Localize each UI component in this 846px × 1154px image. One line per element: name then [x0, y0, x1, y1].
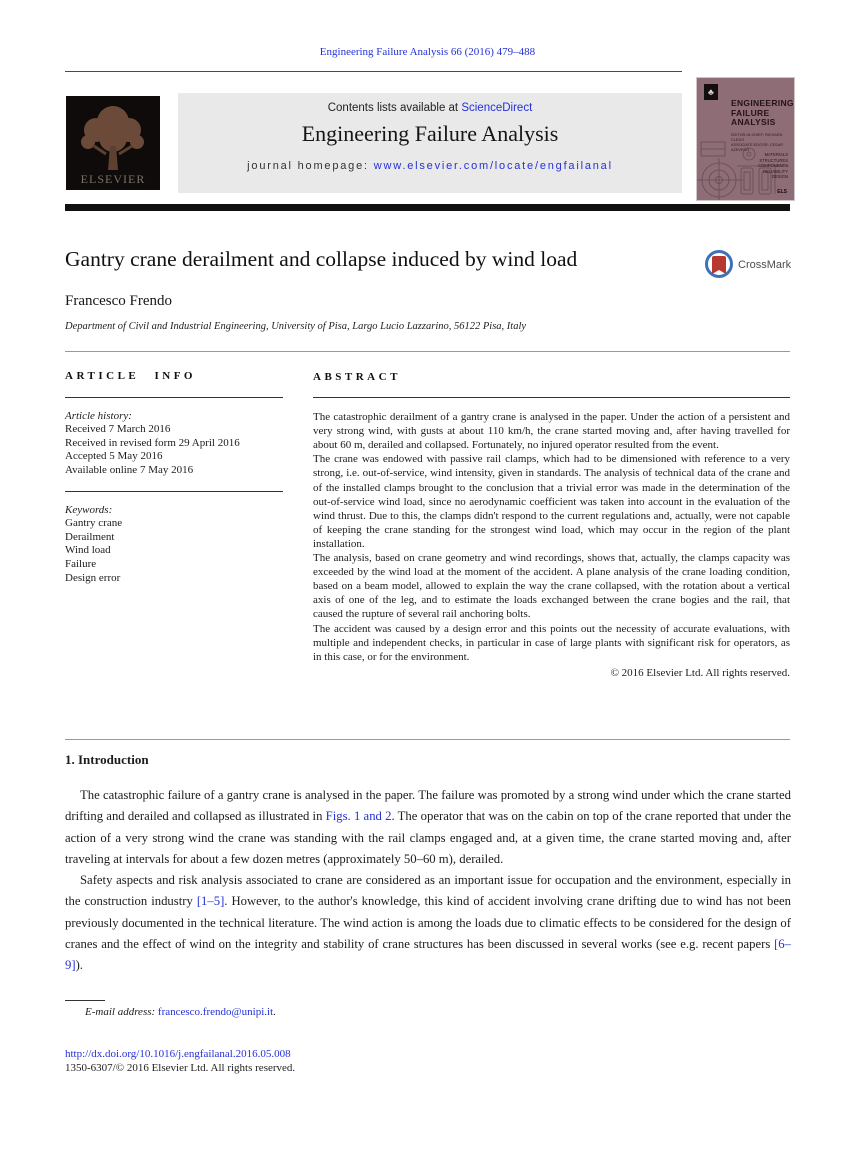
keyword-item: Derailment [65, 530, 115, 543]
header-thick-rule [65, 204, 790, 211]
keywords-label: Keywords: [65, 503, 113, 516]
history-entry: Received in revised form 29 April 2016 [65, 436, 240, 449]
cover-title-line: ENGINEERING [731, 98, 794, 108]
cover-editor-line: EDITOR-IN-CHIEF: RICHARD CLEGG [731, 133, 783, 142]
cover-els-badge: ELS [777, 189, 787, 195]
article-info-column [65, 370, 283, 585]
journal-homepage-link[interactable]: www.elsevier.com/locate/engfailanal [373, 160, 613, 172]
introduction-heading: 1. Introduction [65, 752, 149, 767]
cover-journal-title [731, 99, 794, 128]
text-segment: The catastrophic failure of a gantry crane is analysed in the paper. The failure was promoted by a strong wind under which the crane started drifting and derailed and collapsed as illustrated in [65, 788, 791, 824]
inline-reference-link[interactable]: Figs. 1 and 2 [325, 809, 392, 824]
crossmark-badge[interactable] [704, 248, 791, 282]
homepage-prefix-text: journal homepage: [247, 160, 374, 172]
elsevier-logo [65, 93, 161, 193]
doi-link[interactable]: http://dx.doi.org/10.1016/j.engfailanal.2016.05.008 [65, 1048, 291, 1060]
cover-topic: STRUCTURES [759, 157, 788, 163]
elsevier-logo-background [66, 96, 160, 190]
history-entry: Received 7 March 2016 [65, 423, 171, 436]
abstract-paragraph: The analysis, based on crane geometry and wind recordings, shows that, actually, the clamps capacity was exceeded by the wind load at the moment of the accident. A plane analysis of the crane loading condition, based on a beam model, allowed to explain the way the crane collapsed, with the rotation about a vertical axis of one of the leg, and to estimate the loads exchanged between the crane bogies and the rail, that caused the rupture of several rail anchoring bolts. [313, 552, 790, 621]
contents-lists-line [178, 93, 682, 114]
keywords-divider [65, 491, 283, 492]
abstract-paragraph: The accident was caused by a design error and this points out the necessity of accurate evaluations, with multiple and independent checks, in particular in case of large plants with significant risk for operators, as in this case, or for the environment. [313, 622, 790, 663]
abstract-paragraph: The catastrophic derailment of a gantry crane is analysed in the paper. Under the action of a persistent and very strong wind, with gusts at about 110 km/h, the crane started moving and, after having travelled for about 60 m, derailed and collapsed. Fortunately, no injured operator resulted from the event. [313, 411, 790, 452]
elsevier-logo-label: ELSEVIER [80, 172, 146, 186]
abstract-column [313, 370, 790, 680]
keyword-item: Failure [65, 557, 97, 570]
cover-title-line: FAILURE [731, 107, 770, 118]
section-divider [65, 351, 790, 352]
author-affiliation: Department of Civil and Industrial Engineering, University of Pisa, Largo Lucio Lazzarino, 56122 Pisa, Italy [65, 321, 527, 332]
article-history-label: Article history: [65, 409, 132, 422]
header-top-divider [65, 71, 682, 72]
journal-name: Engineering Failure Analysis [301, 121, 559, 146]
footnote-divider [65, 1000, 105, 1001]
cover-elsevier-mark-icon: ♣ [704, 84, 718, 100]
email-link[interactable]: francesco.frendo@unipi.it [157, 1006, 274, 1018]
cover-title-line: ANALYSIS [731, 117, 776, 127]
introduction-paragraph [65, 870, 791, 976]
keyword-item: Design error [65, 571, 121, 584]
email-label: E-mail address: [85, 1006, 158, 1018]
sciencedirect-link[interactable]: ScienceDirect [461, 102, 533, 114]
issn-copyright-line: 1350-6307/© 2016 Elsevier Ltd. All rights reserved. [65, 1062, 296, 1074]
cover-topic: MATERIALS [764, 152, 788, 157]
history-entry: Accepted 5 May 2016 [65, 450, 163, 463]
text-segment: ). [75, 958, 83, 973]
journal-citation-link[interactable]: Engineering Failure Analysis 66 (2016) 479–488 [319, 46, 536, 58]
contents-lists-text: Contents lists available at [327, 102, 462, 114]
homepage-line [178, 160, 682, 172]
cover-topics-list [758, 152, 788, 180]
inline-reference-link[interactable]: [1–5] [196, 894, 225, 909]
article-info-heading: ARTICLE INFO [65, 370, 283, 398]
abstract-copyright: © 2016 Elsevier Ltd. All rights reserved. [610, 666, 790, 679]
email-period: . [273, 1006, 276, 1018]
abstract-heading: ABSTRACT [313, 370, 790, 398]
article-title: Gantry crane derailment and collapse induced by wind load [65, 247, 578, 271]
email-footnote [85, 1006, 276, 1018]
cover-topic: DESIGN [771, 174, 788, 180]
journal-header-banner [178, 93, 682, 193]
introduction-paragraph [65, 785, 791, 870]
author-name: Francesco Frendo [65, 293, 173, 309]
text-segment: . However, to the author's knowledge, this kind of accident involving crane drifting due to wind has not been previously documented in the technical literature. The wind action is among the loads due to climatic effects to be considered for the design of cranes and the effect of wind on the integrity and stability of crane structures has been discussed in several works (see e.g. recent papers [65, 894, 791, 952]
crossmark-label: CrossMark [738, 259, 792, 271]
inline-reference-link[interactable]: [6–9] [65, 937, 791, 973]
abstract-paragraph: The crane was endowed with passive rail clamps, which had to be dimensioned with reference to a very strong, i.e. out-of-service, wind intensity, given in standards. The analysis of technical data of the crane and of the installed clamps brought to the conclusion that a trivial error was made in the determination of the out-of-service wind load, since no aerodynamic coefficient was taken into account in the evaluation of the wind thrust. Due to this, the clamps didn't respond to the current regulations and, actually, were not capable of keeping the crane standing for the strongest wind load, which may occur in the region of the plant installation. [313, 453, 790, 550]
history-entry: Available online 7 May 2016 [65, 463, 194, 476]
cover-topic: COMPONENTS [757, 163, 788, 169]
cover-editor-line: ASSOCIATE EDITOR: CESAR AZEVEDO [731, 143, 783, 152]
cover-topic: RELIABILITY [763, 168, 788, 174]
crossmark-icon [704, 248, 734, 282]
text-segment: . The operator that was on the cabin on top of the crane reported that under the action of a very strong wind the crane was standing with the rail clamps engaged and, at a given time, the crane started moving and, after traveling at intervals for about a few dozen metres (approximately 50–60 m), derailed. [65, 809, 792, 866]
keyword-item: Gantry crane [65, 517, 123, 530]
journal-cover-thumbnail [697, 78, 794, 200]
introduction-section [65, 752, 791, 977]
section-divider [65, 739, 790, 740]
keyword-item: Wind load [65, 544, 111, 557]
text-segment: Safety aspects and risk analysis associated to crane are considered as an important issue for occupation and the environment, especially in the construction industry [65, 873, 791, 909]
